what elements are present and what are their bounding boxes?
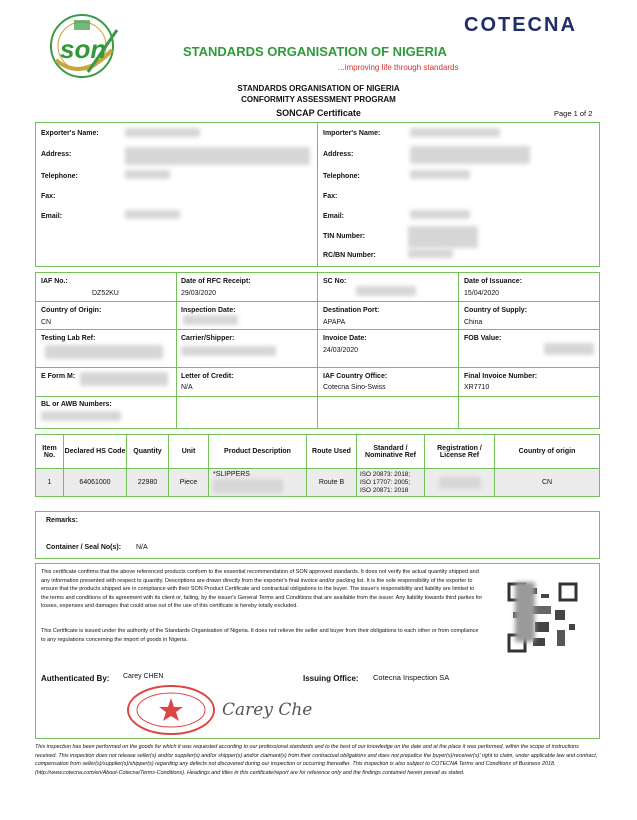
- origin-value: CN: [41, 319, 52, 326]
- exporter-telephone-label: Telephone:: [41, 173, 78, 180]
- final-invoice-value: XR7710: [464, 384, 490, 391]
- iaf-office-label: IAF Country Office:: [323, 373, 388, 380]
- importer-fax-label: Fax:: [323, 193, 338, 200]
- th-quantity: Quantity: [127, 435, 169, 469]
- importer-email-redacted: [410, 210, 470, 219]
- signature: Carey Che: [222, 700, 313, 720]
- lab-ref-redacted: [45, 345, 163, 359]
- eform-label: E Form M:: [41, 373, 76, 380]
- footer-disclaimer: This inspection has been performed on the goods for which it was requested according to our professional standards and to the best of our knowledge on the date and at the place it was performed, within the scope of instructions received. This inspection does not release seller(s) and/or supplier(s) and/or shipper(s) and/or claimant(s) from their contractual obligations and does not prejudice the buyer(s)/receiver(s)' right to claim, under applicable law and contract, compensation from seller(s)/supplier(s)/shipper(s) regarding any defects not discovered during our inspection or occurring thereafter. This inspection is also subject to COTECNA Terms and Conditions of Business 2018. (http://www.cotecna.com/en/About-Cotecna/Terms-Conditions). Headings and titles in this certificate/report are for reference only and the findings contained herein prevail as stated.: [35, 744, 598, 776]
- page-number: Page 1 of 2: [554, 109, 593, 118]
- importer-tin-label: TIN Number:: [323, 233, 365, 240]
- cell-country: CN: [495, 469, 600, 497]
- standard-3: ISO 20871: 2018: [360, 486, 409, 494]
- rfc-date-label: Date of RFC Receipt:: [181, 278, 251, 285]
- bl-awb-redacted: [41, 411, 121, 421]
- th-hs-code: Declared HS Code: [64, 435, 127, 469]
- cell-quantity: 22980: [127, 469, 169, 497]
- remarks-box: [35, 511, 600, 559]
- authenticated-by-label: Authenticated By:: [41, 674, 110, 683]
- remarks-label: Remarks:: [46, 517, 78, 524]
- issuing-office-label: Issuing Office:: [303, 674, 359, 683]
- exporter-email-redacted: [125, 210, 180, 219]
- exporter-fax-label: Fax:: [41, 193, 56, 200]
- sc-no-redacted: [356, 286, 416, 296]
- cotecna-brand: COTECNA: [464, 14, 577, 36]
- exporter-telephone-redacted: [125, 170, 170, 179]
- title-org: STANDARDS ORGANISATION OF NIGERIA: [237, 84, 400, 93]
- invoice-date-label: Invoice Date:: [323, 335, 367, 342]
- cell-route: Route B: [307, 469, 357, 497]
- issuance-label: Date of Issuance:: [464, 278, 522, 285]
- importer-tin-redacted: [408, 226, 478, 248]
- company-stamp: [126, 684, 216, 736]
- lab-ref-label: Testing Lab Ref:: [41, 335, 96, 342]
- container-label: Container / Seal No(s):: [46, 544, 122, 551]
- qr-redacted: [515, 582, 535, 642]
- bl-awb-label: BL or AWB Numbers:: [41, 401, 112, 408]
- cell-item: 1: [36, 469, 64, 497]
- final-invoice-label: Final Invoice Number:: [464, 373, 538, 380]
- cell-unit: Piece: [169, 469, 209, 497]
- standard-2: ISO 17707: 2005;: [360, 478, 411, 486]
- iaf-no-value: DZ52KU: [92, 290, 119, 297]
- th-unit: Unit: [169, 435, 209, 469]
- product-table: [35, 434, 600, 497]
- invoice-date-value: 24/03/2020: [323, 347, 359, 354]
- org-name: STANDARDS ORGANISATION OF NIGERIA: [183, 44, 447, 59]
- importer-email-label: Email:: [323, 213, 345, 220]
- iaf-no-label: IAF No.:: [41, 278, 68, 285]
- importer-rcbn-label: RC/BN Number:: [323, 252, 376, 259]
- importer-telephone-label: Telephone:: [323, 173, 360, 180]
- importer-address-label: Address:: [323, 151, 354, 158]
- son-logo: [42, 10, 124, 82]
- container-value: N/A: [136, 544, 148, 551]
- cert-paragraph-2: This Certificate is issued under the authority of the Standards Organisation of Nigeria. It does not relieve the seller and buyer from their obligations to each other or from compliance to any regulations concerning the import of goods in Nigeria.: [41, 628, 479, 643]
- cert-paragraph-1: This certificate confirms that the above referenced products conform to the essential recommendation of SON approved standards. It does not verify the actual quantity shipped and any information presented with respect to quantity. Descriptions are drawn directly from the exporter's final invoice and/or packing list. It is the sole responsibility of the exporter to ensure that the products shipped are in compliance with their SON Product Certificate and contractual obligations to the buyer. The issuer's responsibility and liability are limited to the terms and conditions of its agreement with its client or, failing, by the issuer's General Terms and Conditions that are available from the issuer. Any liability towards third parties for losses, expenses and damages that could arise out of the use of this certificate is hereby totally excluded.: [41, 569, 483, 609]
- importer-rcbn-redacted: [408, 249, 453, 258]
- importer-name-label: Importer's Name:: [323, 130, 381, 137]
- exporter-name-label: Exporter's Name:: [41, 130, 99, 137]
- registration-redacted: [439, 477, 481, 489]
- fob-redacted: [544, 343, 594, 355]
- importer-name-redacted: [410, 128, 500, 137]
- fob-label: FOB Value:: [464, 335, 502, 342]
- loc-label: Letter of Credit:: [181, 373, 234, 380]
- importer-address-redacted: [410, 146, 530, 164]
- inspection-date-label: Inspection Date:: [181, 307, 236, 314]
- th-standard: Standard / Nominative Ref: [357, 435, 425, 469]
- rfc-date-value: 29/03/2020: [181, 290, 217, 297]
- exporter-name-redacted: [125, 128, 200, 137]
- dest-port-label: Destination Port:: [323, 307, 380, 314]
- standard-1: ISO 20873: 2018;: [360, 470, 411, 478]
- cell-description-text: *SLIPPERS: [213, 471, 250, 478]
- title-certificate: SONCAP Certificate: [276, 108, 361, 118]
- inspection-date-redacted: [183, 315, 238, 325]
- supply-label: Country of Supply:: [464, 307, 527, 314]
- dest-port-value: APAPA: [323, 319, 346, 326]
- table-row: [36, 469, 600, 497]
- th-description: Product Description: [209, 435, 307, 469]
- exporter-email-label: Email:: [41, 213, 63, 220]
- qr-code: [505, 580, 580, 655]
- cell-standard: [357, 469, 425, 497]
- title-program: CONFORMITY ASSESSMENT PROGRAM: [241, 95, 396, 104]
- authenticated-by-name: Carey CHEN: [123, 673, 164, 680]
- supply-value: China: [464, 319, 483, 326]
- loc-value: N/A: [181, 384, 193, 391]
- tagline: ...improving life through standards: [338, 63, 459, 72]
- importer-telephone-redacted: [410, 170, 470, 179]
- th-country: Country of origin: [495, 435, 600, 469]
- th-registration: Registration / License Ref: [425, 435, 495, 469]
- th-item: Item No.: [36, 435, 64, 469]
- cell-registration: [425, 469, 495, 497]
- origin-label: Country of Origin:: [41, 307, 102, 314]
- carrier-redacted: [181, 346, 276, 356]
- product-table-header: [36, 435, 600, 469]
- red-seal-icon: [126, 684, 216, 736]
- issuing-office-value: Cotecna Inspection SA: [373, 673, 450, 682]
- exporter-address-label: Address:: [41, 151, 72, 158]
- sc-no-label: SC No:: [323, 278, 347, 285]
- cell-description: [209, 469, 307, 497]
- cotecna-logo: [464, 14, 584, 40]
- description-redacted: [213, 479, 283, 493]
- issuance-value: 15/04/2020: [464, 290, 500, 297]
- eform-redacted: [80, 372, 168, 386]
- carrier-label: Carrier/Shipper:: [181, 335, 235, 342]
- th-route: Route Used: [307, 435, 357, 469]
- exporter-address-redacted: [125, 147, 310, 165]
- iaf-office-value: Cotecna Sino-Swiss: [323, 384, 386, 391]
- cell-hs-code: 64061000: [64, 469, 127, 497]
- son-logo-text: son: [60, 34, 107, 64]
